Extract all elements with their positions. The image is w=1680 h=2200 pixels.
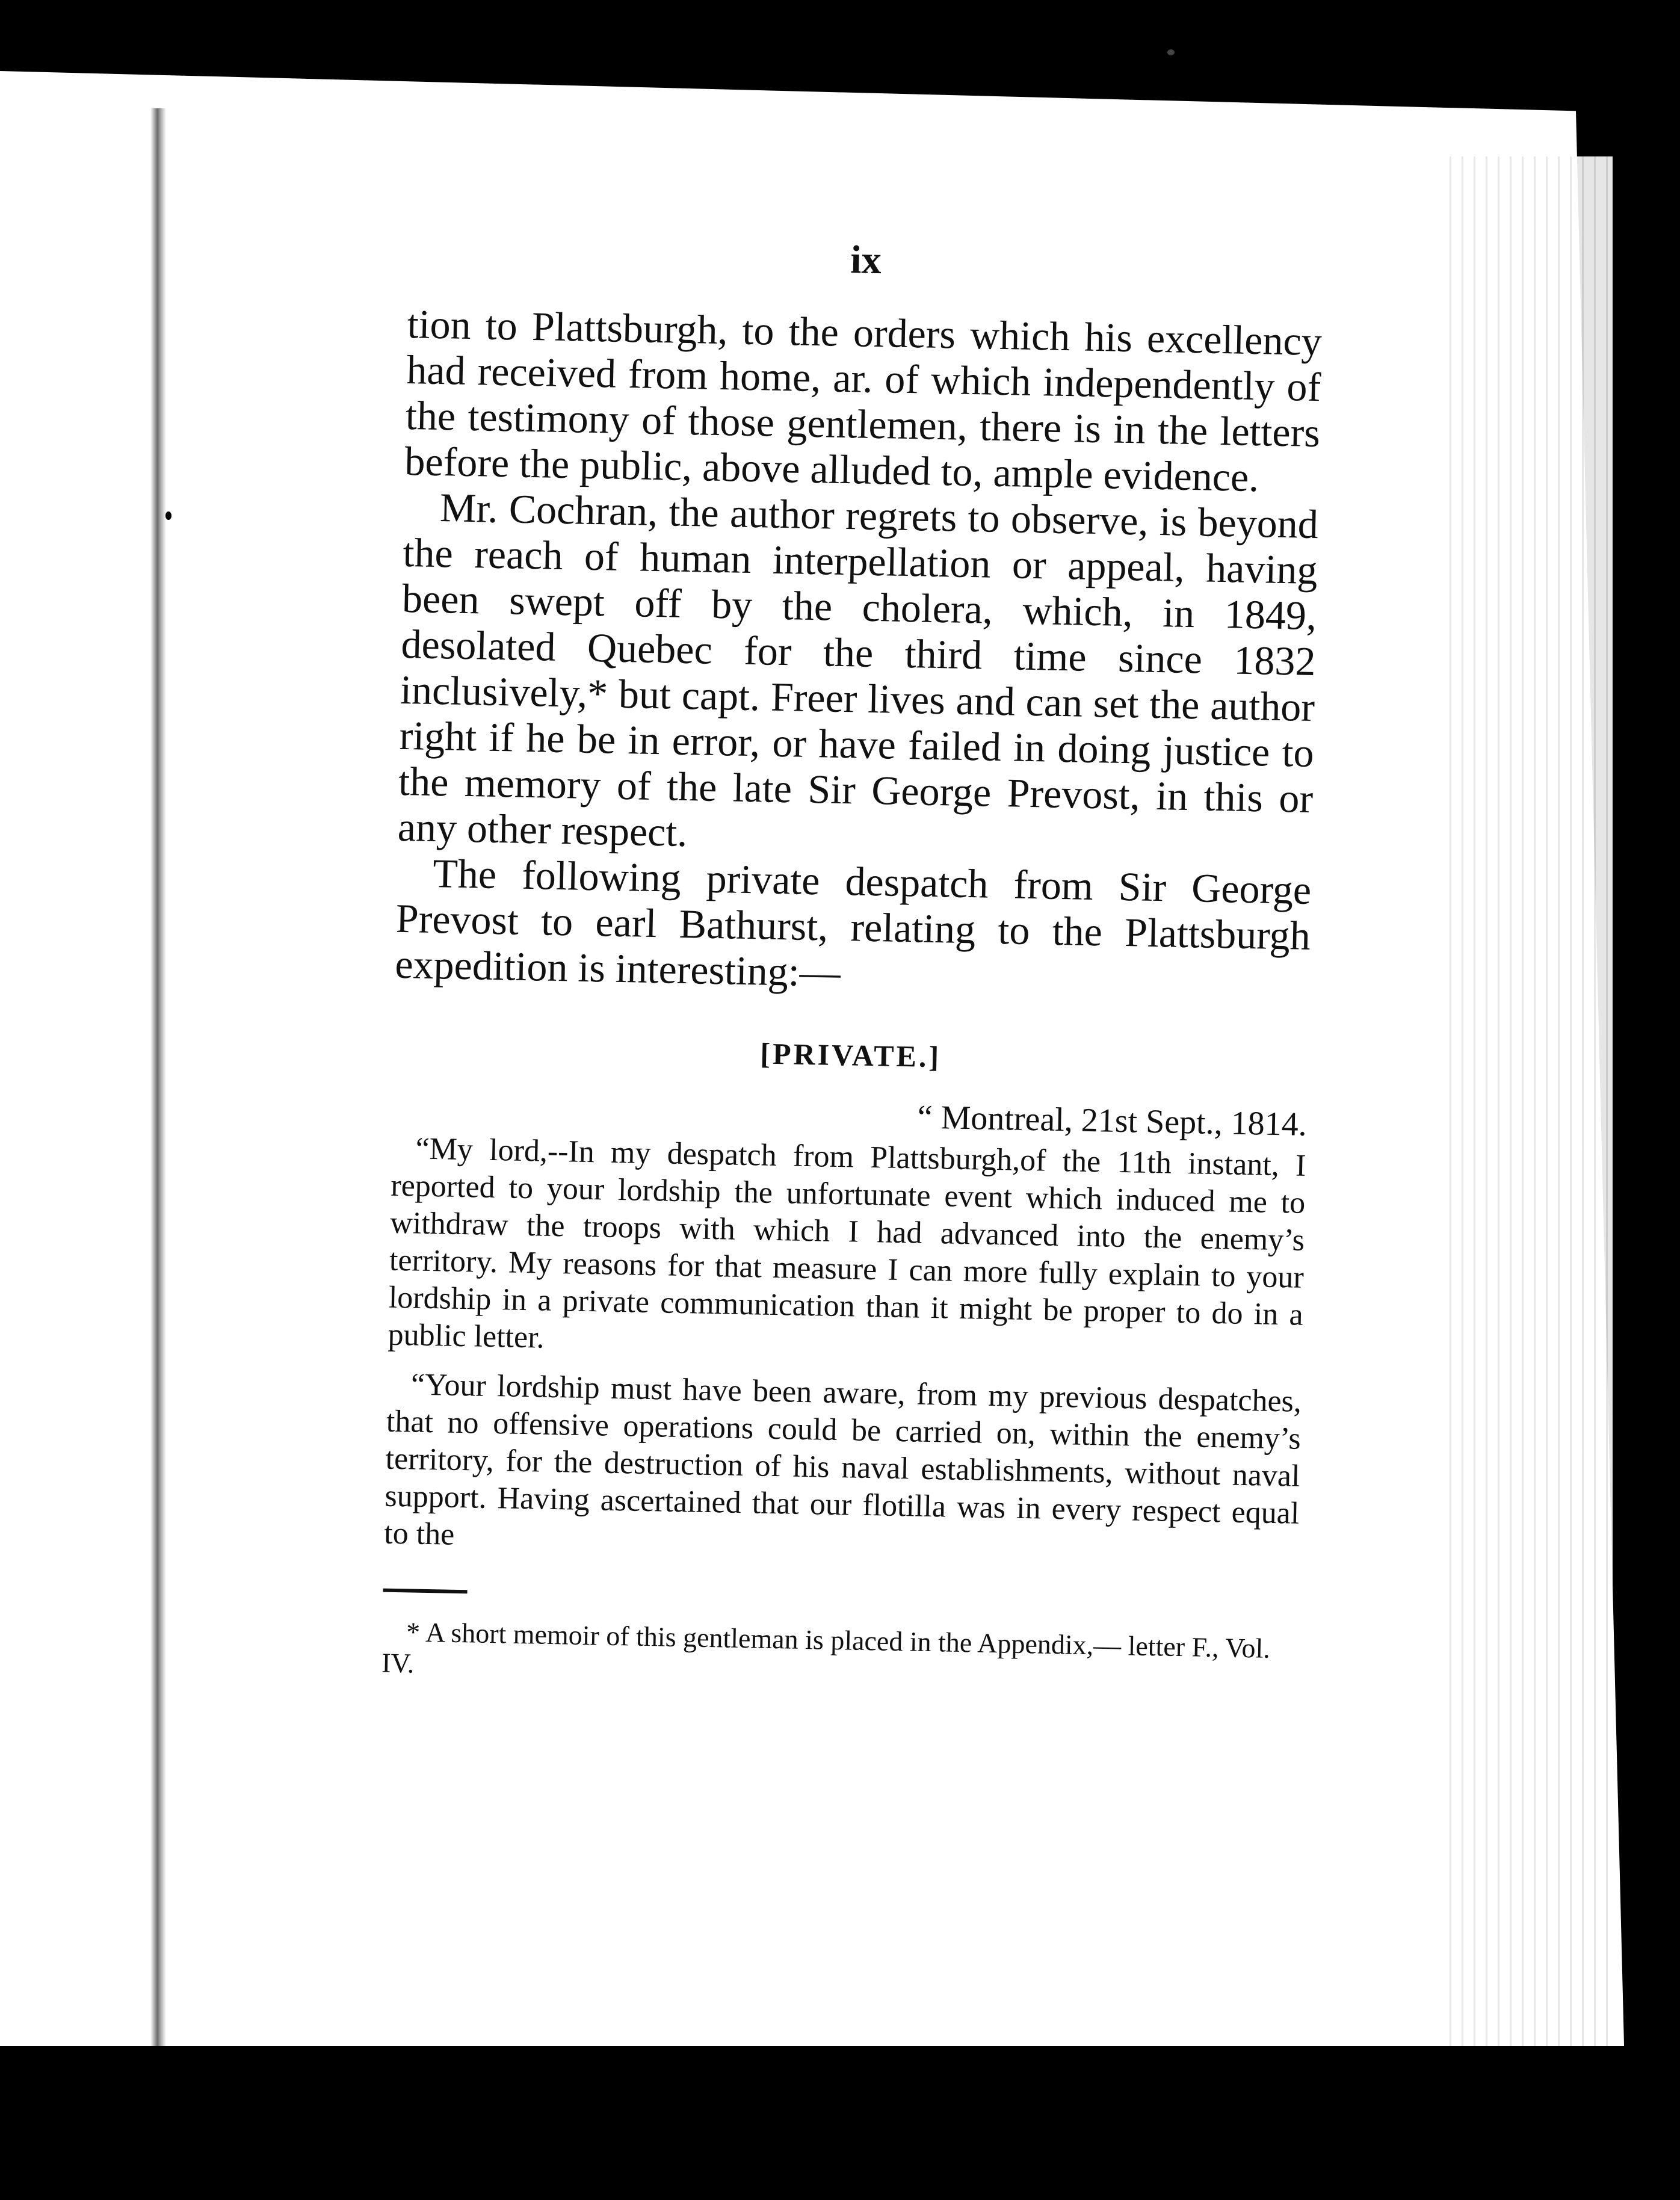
bottom-shadow (0, 2046, 1680, 2200)
ink-speck (1167, 49, 1175, 55)
book-gutter (150, 108, 166, 2052)
body-paragraph-1: tion to Plattsburgh, to the orders which his excellency had received from home, ar. of which independently of the testimony of those gentlemen, there is in the letters before the public, above alluded to, ample evidence. (404, 300, 1323, 501)
quote-paragraph-1: “My lord,--In my despatch from Plattsburgh,of the 11th instant, I reported to your lordship the unfortunate event which induced me to withdraw the troops with which I had advanced into the enemy’s territory. My reasons for that measure I can more fully explain to your lordship in a private communication than it might be proper to do in a public letter. (388, 1131, 1306, 1355)
page-number: ix (850, 238, 882, 283)
footnote-rule (383, 1589, 467, 1594)
ink-speck (1631, 1044, 1639, 1056)
private-heading: [PRIVATE.] (759, 1036, 942, 1074)
body-paragraph-2: Mr. Cochran, the author regrets to observe, is beyond the reach of human interpellation or appeal, having been swept off by the cholera, which, in 1849, desolated Quebec for the third time since 1832 inclusively,* but capt. Freer lives and can set the author right if he be in error, or have failed in doing justice to the memory of the late Sir George Prevost, in this or any other respect. (397, 484, 1319, 856)
quote-dateline: “ Montreal, 21st Sept., 1814. (917, 1098, 1308, 1143)
footnote: * A short memoir of this gentleman is placed in the Appendix,— letter F., Vol. IV. (381, 1616, 1271, 1679)
ink-speck (165, 511, 171, 520)
page-edges (1444, 156, 1613, 2070)
body-paragraph-3: The following private despatch from Sir George Prevost to earl Bathurst, relating to the Plattsburgh expedition is interesting:— (394, 850, 1312, 995)
quote-paragraph-2: “Your lordship must have been aware, from my previous despatches, that no offensive operations could be carried on, within the enemy’s territory, for the destruction of his naval establishments, without naval support. Having ascertained that our flotilla was in every respect equal to the (383, 1367, 1302, 1552)
text-block (381, 229, 1324, 1696)
